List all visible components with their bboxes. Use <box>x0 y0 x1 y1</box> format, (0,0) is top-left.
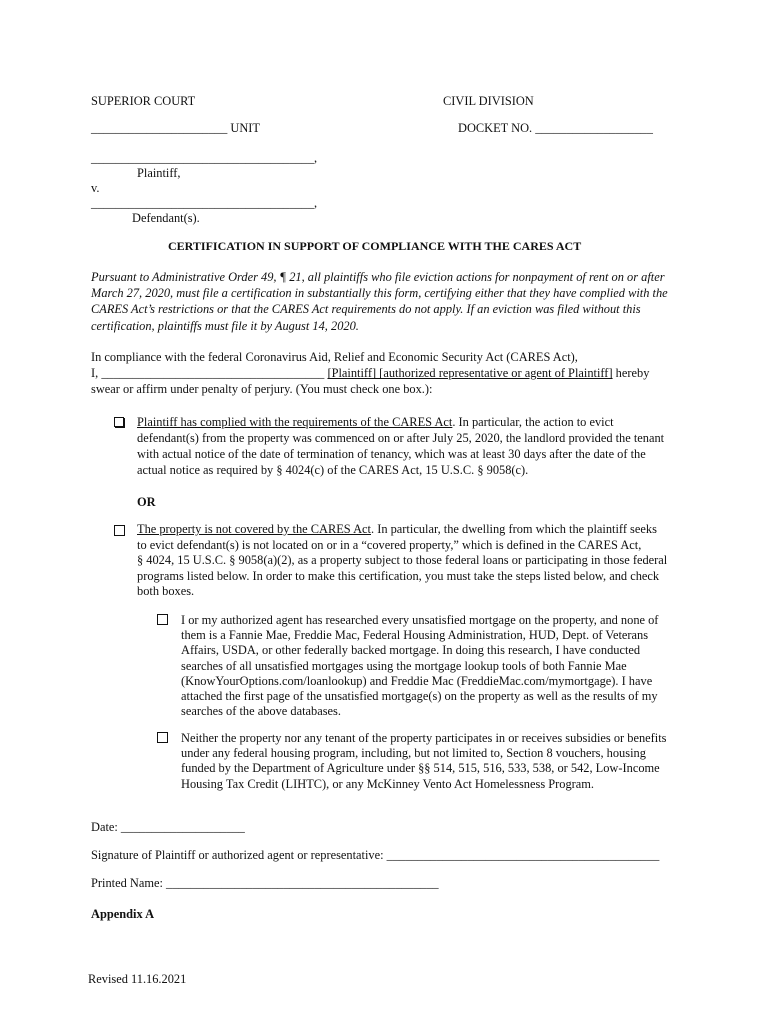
option-complied-line: with actual notice of the date of termination of tenancy, which was at least 30 days after the date of the <box>137 447 646 461</box>
mortgage-research-line: searches of the above databases. <box>181 704 341 719</box>
option-not-covered-line: § 4024, 15 U.S.C. § 9058(a)(2), as a property subject to those federal loans or participating in those federal <box>137 553 668 567</box>
option-not-covered-line: both boxes. <box>137 584 195 598</box>
option-complied-line: actual notice as required by § 4024(c) of the CARES Act, 15 U.S.C. § 9058(c). <box>137 463 529 477</box>
option-not-covered-heading: The property is not covered by the CARES Act <box>137 522 371 536</box>
option-complied-heading: Plaintiff has complied with the requirements of the CARES Act <box>137 415 453 429</box>
intro-hereby: hereby <box>612 366 650 381</box>
defendant-label: Defendant(s). <box>132 211 200 225</box>
instructions-line: Pursuant to Administrative Order 49, ¶ 21, all plaintiffs who file eviction actions for nonpayment of rent on or after <box>91 270 665 284</box>
intro-line: In compliance with the federal Coronavirus Aid, Relief and Economic Security Act (CARES Act), <box>91 350 578 364</box>
federal-program-line: Housing Tax Credit (LIHTC), or any McKinney Vento Act Homelessness Program. <box>181 776 595 791</box>
instructions-line: CARES Act’s restrictions or that the CARES Act requirements do not apply. If an eviction was filed without this <box>91 302 641 317</box>
option-not-covered-line: programs listed below. In order to make this certification, you must take the steps listed below, and check <box>137 568 660 583</box>
intro-paragraph <box>91 349 649 398</box>
mortgage-research-line: them is a Fannie Mae, Freddie Mac, Federal Housing Administration, HUD, Dept. of Veterans <box>181 628 649 643</box>
complied-checkbox[interactable] <box>114 417 124 427</box>
plaintiff-name-field[interactable]: ____________________________________, <box>91 151 318 165</box>
option-not-covered <box>137 522 667 600</box>
instructions-paragraph <box>91 269 668 334</box>
date-field[interactable]: Date: ____________________ <box>91 820 245 834</box>
plaintiff-label: Plaintiff, <box>137 166 181 180</box>
instructions-line: certification, plaintiffs must file it by August 14, 2020. <box>91 318 359 333</box>
federal-program-paragraph <box>181 731 666 792</box>
versus-label: v. <box>91 181 100 195</box>
unit-field[interactable]: ______________________ UNIT <box>91 121 260 135</box>
intro-line: swear or affirm under penalty of perjury. (You must check one box.): <box>91 382 433 397</box>
mortgage-research-line: (KnowYourOptions.com/loanlookup) and Freddie Mac (FreddieMac.com/mymortgage). I have <box>181 673 653 688</box>
federal-program-line: funded by the Department of Agriculture under §§ 514, 515, 516, 533, 538, or 542, Low-Income <box>181 761 660 776</box>
or-separator: OR <box>137 495 156 509</box>
option-complied <box>137 414 664 478</box>
mortgage-research-line: Affairs, USDA, or other federally backed mortgage. In doing this research, I have conducted <box>181 643 641 658</box>
instructions-line: March 27, 2020, must file a certification in substantially this form, certifying either that they have complied with the <box>91 286 668 301</box>
division-name: CIVIL DIVISION <box>443 94 534 108</box>
affiant-name-field[interactable]: I, ____________________________________ <box>91 366 328 381</box>
mortgage-research-line: searches of all unsatisfied mortgages using the mortgage lookup tools of both Fannie Mae <box>181 658 627 673</box>
federal-program-checkbox[interactable] <box>157 732 168 743</box>
appendix-label: Appendix A <box>91 907 155 921</box>
docket-number-field[interactable]: DOCKET NO. ___________________ <box>458 121 653 135</box>
mortgage-research-checkbox[interactable] <box>157 614 168 625</box>
court-name: SUPERIOR COURT <box>91 94 196 108</box>
affiant-role: [Plaintiff] [authorized representative or agent of Plaintiff] <box>327 366 613 381</box>
option-complied-text: . In particular, the action to evict <box>452 415 614 429</box>
federal-program-line: under any federal housing program, including, but not limited to, Section 8 vouchers, housing <box>181 746 646 761</box>
mortgage-research-line: I or my authorized agent has researched every unsatisfied mortgage on the property, and none of <box>181 613 659 627</box>
defendant-name-field[interactable]: ____________________________________, <box>91 196 318 210</box>
option-complied-line: defendant(s) from the property was commenced on or after July 25, 2020, the landlord provided the tenant <box>137 431 665 445</box>
option-not-covered-line <box>137 522 667 538</box>
mortgage-research-paragraph <box>181 613 658 719</box>
document-title: CERTIFICATION IN SUPPORT OF COMPLIANCE WITH THE CARES ACT <box>168 239 582 253</box>
option-not-covered-text: . In particular, the dwelling from which the plaintiff seeks <box>371 522 657 536</box>
option-complied-line <box>137 414 664 430</box>
federal-program-line: Neither the property nor any tenant of the property participates in or receives subsidies or benefits <box>181 731 667 745</box>
signature-field[interactable]: Signature of Plaintiff or authorized agent or representative: ____________________________________________ <box>91 848 660 862</box>
printed-name-field[interactable]: Printed Name: ____________________________________________ <box>91 876 439 890</box>
intro-line <box>91 365 649 381</box>
option-not-covered-line: to evict defendant(s) is not located on or in a “covered property,” which is defined in the CARES Act, <box>137 537 642 552</box>
revision-footer: Revised 11.16.2021 <box>88 972 187 986</box>
mortgage-research-line: attached the first page of the unsatisfied mortgage(s) on the property as well as the results of my <box>181 689 658 704</box>
not-covered-checkbox[interactable] <box>114 525 125 536</box>
